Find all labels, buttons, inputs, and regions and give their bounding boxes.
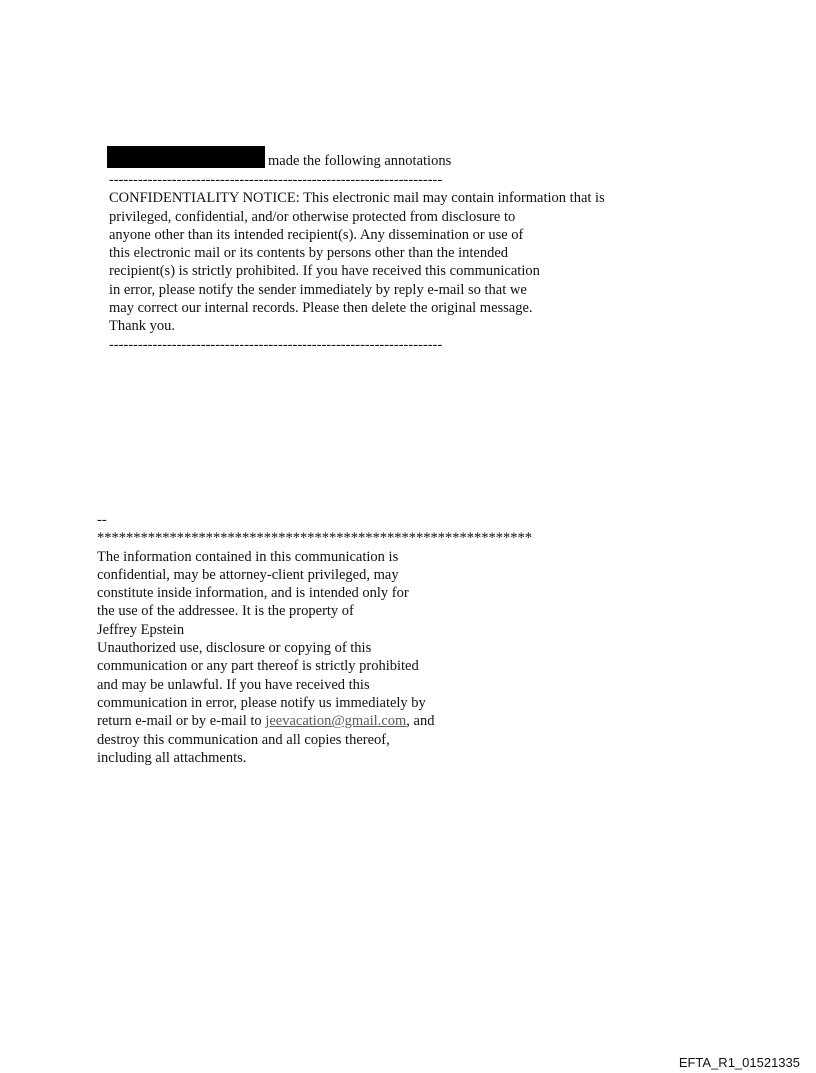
notice-line: in error, please notify the sender immediately by reply e-mail so that we [109,281,527,298]
notice-line: recipient(s) is strictly prohibited. If you have received this communication [109,263,540,280]
disclaimer-line: confidential, may be attorney-client privileged, may [97,566,399,583]
notice-line: anyone other than its intended recipient(s). Any dissemination or use of [109,226,524,243]
separator-bottom: --------------------------------------------------------------------- [109,336,443,353]
disclaimer-line: and may be unlawful. If you have received this [97,676,370,693]
disclaimer-line: the use of the addressee. It is the property of [97,603,354,620]
email-line-suffix: , and [406,713,435,730]
email-line [97,712,532,730]
disclaimer-line: destroy this communication and all copies thereof, [97,731,390,748]
annotation-header: made the following annotations [268,153,452,169]
notice-line: Thank you. [109,318,176,335]
notice-line: may correct our internal records. Please then delete the original message. [109,300,533,317]
notice-line: this electronic mail or its contents by persons other than the intended [109,245,509,262]
stars-separator: ************************************************************ [97,530,532,547]
disclaimer-line: The information contained in this communication is [97,548,399,565]
notice-line: privileged, confidential, and/or otherwise protected from disclosure to [109,208,516,225]
email-disclaimer [97,511,532,767]
notice-line: CONFIDENTIALITY NOTICE: This electronic mail may contain information that is [109,190,605,207]
email-line-prefix: return e-mail or by e-mail to [97,713,266,730]
disclaimer-line: communication in error, please notify us immediately by [97,694,426,711]
disclaimer-line: communication or any part thereof is strictly prohibited [97,658,419,675]
disclaimer-line: including all attachments. [97,749,247,766]
disclaimer-line: Jeffrey Epstein [97,621,185,638]
redaction-box [107,146,265,168]
document-id: EFTA_R1_01521335 [678,1055,800,1070]
disclaimer-line: constitute inside information, and is intended only for [97,585,409,602]
email-link[interactable]: jeevacation@gmail.com [265,713,407,730]
separator-top: --------------------------------------------------------------------- [109,172,443,188]
signature-dash: -- [97,512,107,528]
confidentiality-notice [109,171,605,354]
disclaimer-line: Unauthorized use, disclosure or copying of this [97,640,372,657]
